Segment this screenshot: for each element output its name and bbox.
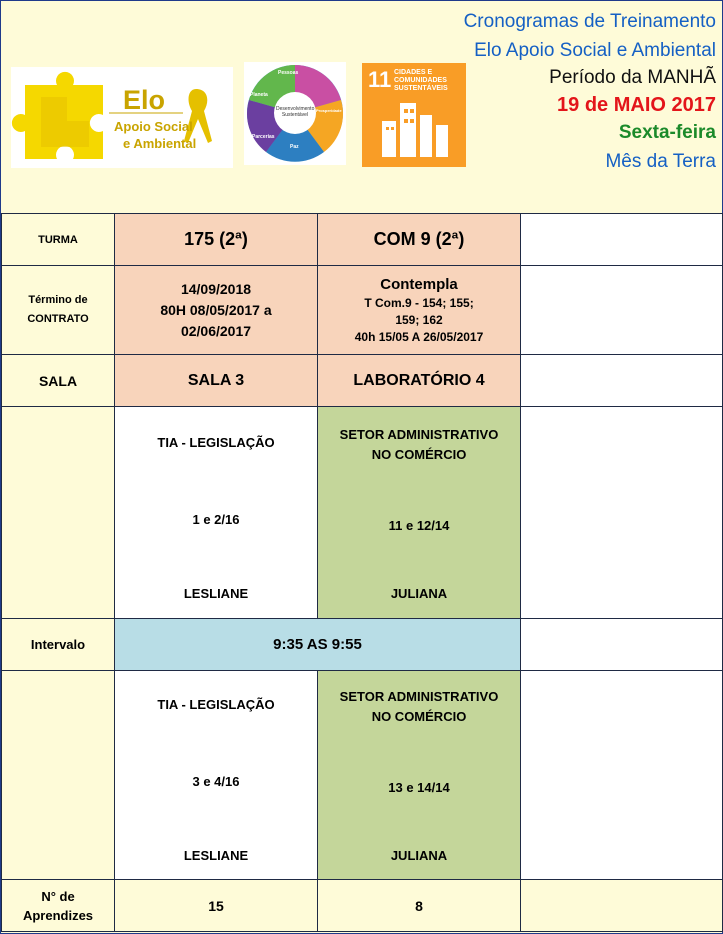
termino-col1 xyxy=(115,266,318,355)
slot1-label xyxy=(2,407,115,619)
header-period: Período da MANHÃ xyxy=(549,67,716,88)
city-buildings-icon xyxy=(362,63,466,167)
aprendizes-label-line2: Aprendizes xyxy=(22,907,94,923)
ods-pessoas-label: Pessoas xyxy=(278,70,299,76)
schedule-table xyxy=(1,213,723,932)
table-row xyxy=(2,619,723,671)
header-month-theme: Mês da Terra xyxy=(605,151,716,172)
slot2-col2 xyxy=(318,671,521,880)
header-date: 19 de MAIO 2017 xyxy=(557,94,716,116)
header-weekday: Sexta-feira xyxy=(618,122,716,143)
table-row xyxy=(2,214,723,266)
termino-col1-line2: 80H 08/05/2017 a xyxy=(160,301,272,318)
elo-logo-line1: Apoio Social xyxy=(114,119,193,134)
slot1-col1-teacher: LESLIANE xyxy=(183,585,249,601)
table-row xyxy=(2,407,723,619)
table-row xyxy=(2,266,723,355)
slot1-col2-subject xyxy=(340,425,499,465)
termino-col2-title: Contempla xyxy=(380,275,458,293)
slot2-col1-subject-line1: TIA - LEGISLAÇÃO xyxy=(157,697,275,712)
elo-logo-title: Elo xyxy=(123,85,166,115)
termino-label-line2: CONTRATO xyxy=(27,313,89,325)
slot2-col2-subject-line1: SETOR ADMINISTRATIVO xyxy=(339,689,499,704)
intervalo-label: Intervalo xyxy=(2,619,115,671)
header xyxy=(1,1,722,213)
ods-prosperidade-label: Prosperidade xyxy=(316,108,342,113)
sustainable-development-logo xyxy=(244,62,346,165)
slot1-col2-subject-line2: NO COMÉRCIO xyxy=(371,446,467,462)
slot1-col1-subject xyxy=(157,433,274,453)
turma-col1: 175 (2ª) xyxy=(115,214,318,266)
termino-col2-line2: 159; 162 xyxy=(395,312,443,327)
slot2-col2-lesson: 13 e 14/14 xyxy=(388,780,450,795)
intervalo-col3 xyxy=(521,619,723,671)
slot2-label xyxy=(2,671,115,880)
elo-logo xyxy=(11,67,233,168)
slot1-col1 xyxy=(115,407,318,619)
slot1-col1-subject-line1: TIA - LEGISLAÇÃO xyxy=(157,434,275,450)
turma-col2: COM 9 (2ª) xyxy=(318,214,521,266)
slot1-col2 xyxy=(318,407,521,619)
slot2-col1-subject xyxy=(157,695,274,715)
sdg-11-text: CIDADES E COMUNIDADES SUSTENTÁVEIS xyxy=(394,69,448,92)
slot1-col2-subject-line1: SETOR ADMINISTRATIVO xyxy=(339,426,499,442)
sala-col3 xyxy=(521,355,723,407)
slot2-col1-lesson: 3 e 4/16 xyxy=(192,774,240,789)
slot1-col2-teacher: JULIANA xyxy=(390,585,448,601)
slot1-col3 xyxy=(521,407,723,619)
aprendizes-col1: 15 xyxy=(115,880,318,932)
ods-paz-label: Paz xyxy=(290,144,299,150)
slot1-col2-lesson: 11 e 12/14 xyxy=(388,517,450,533)
termino-col2 xyxy=(318,266,521,355)
sala-col2: LABORATÓRIO 4 xyxy=(318,355,521,407)
header-org: Elo Apoio Social e Ambiental xyxy=(474,40,716,61)
aprendizes-label xyxy=(2,880,115,932)
slot2-col3 xyxy=(521,671,723,880)
elo-logo-line2: e Ambiental xyxy=(123,136,197,151)
table-row xyxy=(2,671,723,880)
sala-label: SALA xyxy=(2,355,115,407)
table-row xyxy=(2,355,723,407)
table-row xyxy=(2,880,723,932)
slot1-col1-lesson: 1 e 2/16 xyxy=(192,511,240,527)
ods-planeta-label: Planeta xyxy=(250,92,268,98)
puzzle-icon xyxy=(11,67,233,168)
slot2-col2-subject xyxy=(340,687,499,727)
ods-center-label: Desenvolvimento Sustentável xyxy=(276,106,315,118)
slot2-col2-teacher: JULIANA xyxy=(390,848,448,863)
aprendizes-col3 xyxy=(521,880,723,932)
slot2-col1-teacher: LESLIANE xyxy=(183,848,249,863)
termino-label xyxy=(2,266,115,355)
slot2-col1 xyxy=(115,671,318,880)
intervalo-time: 9:35 AS 9:55 xyxy=(115,619,521,671)
slot2-col2-subject-line2: NO COMÉRCIO xyxy=(371,709,467,724)
turma-label: TURMA xyxy=(2,214,115,266)
header-title: Cronogramas de Treinamento xyxy=(463,11,716,32)
aprendizes-label-line1: N° de xyxy=(41,888,75,904)
aprendizes-col2: 8 xyxy=(318,880,521,932)
termino-col3 xyxy=(521,266,723,355)
termino-col1-line1: 14/09/2018 xyxy=(180,280,252,297)
termino-col2-line1: T Com.9 - 154; 155; xyxy=(364,295,474,310)
ods-parcerias-label: Parcerias xyxy=(252,134,275,140)
termino-col1-line3: 02/06/2017 xyxy=(180,322,252,339)
sdg-11-logo xyxy=(362,63,466,167)
sala-col1: SALA 3 xyxy=(115,355,318,407)
turma-col3 xyxy=(521,214,723,266)
sdg-11-number: 11 xyxy=(368,67,392,92)
termino-label-line1: Término de xyxy=(28,294,88,306)
termino-col2-line3: 40h 15/05 A 26/05/2017 xyxy=(354,329,484,344)
